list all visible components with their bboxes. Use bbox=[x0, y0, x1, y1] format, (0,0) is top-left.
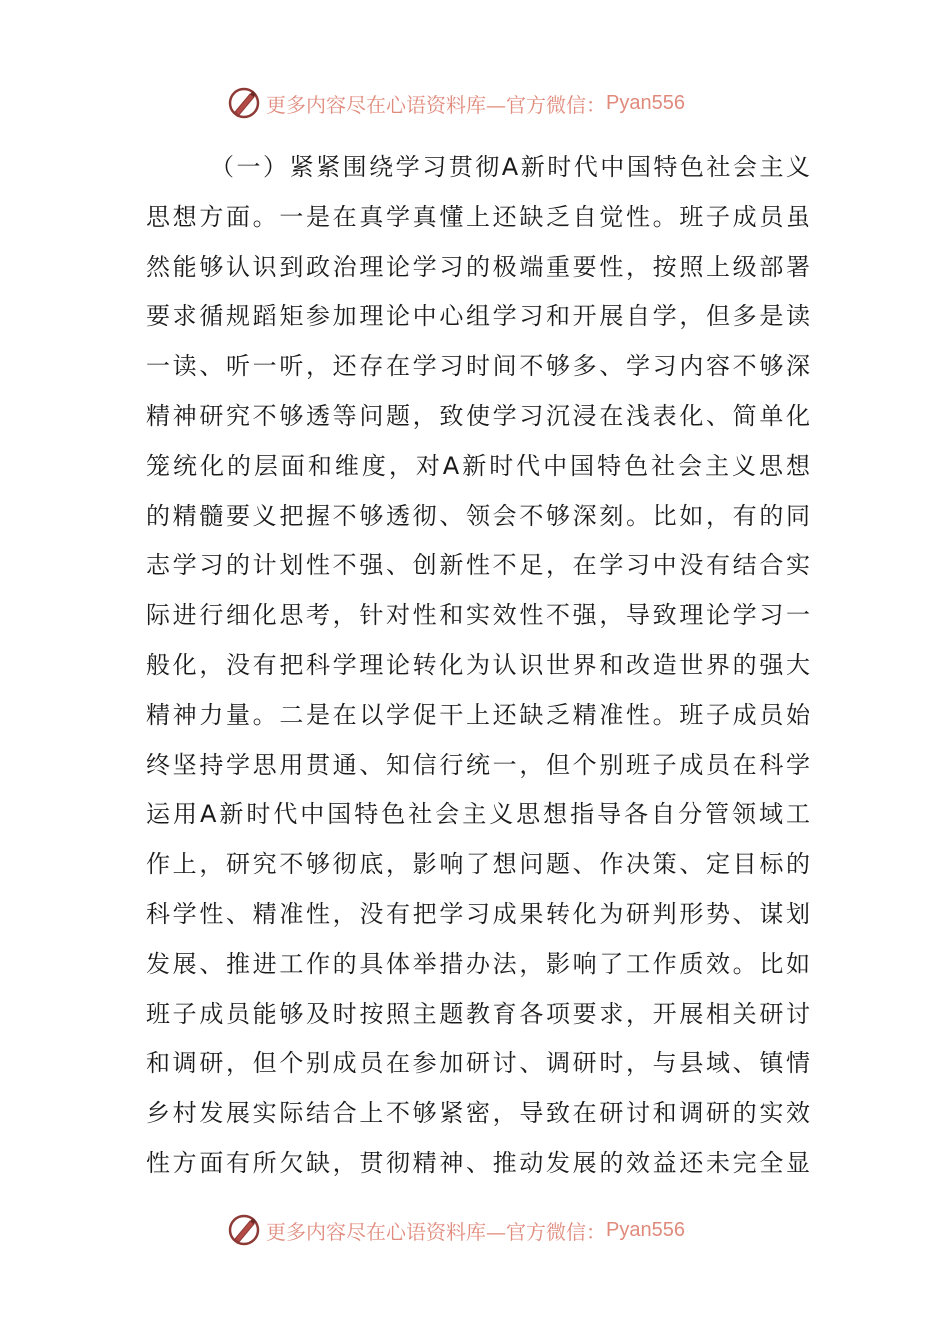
text-line: 一读、听一听，还存在学习时间不够多、学习内容不够深 bbox=[146, 352, 810, 381]
text-line: 般化，没有把科学理论转化为认识世界和改造世界的强大 bbox=[146, 650, 810, 679]
text-line: 运用A新时代中国特色社会主义思想指导各自分管领域工 bbox=[146, 800, 810, 829]
text-line: 精神研究不够透等问题，致使学习沉浸在浅表化、简单化 bbox=[146, 401, 810, 430]
text-line: 精神力量。二是在以学促干上还缺乏精准性。班子成员始 bbox=[146, 700, 810, 729]
text-line: 班子成员能够及时按照主题教育各项要求，开展相关研讨 bbox=[146, 999, 810, 1028]
text-line: 科学性、精准性，没有把学习成果转化为研判形势、谋划 bbox=[146, 899, 810, 928]
text-line: 际进行细化思考，针对性和实效性不强，导致理论学习一 bbox=[146, 601, 810, 630]
watermark-text: 更多内容尽在心语资料库—官方微信： bbox=[266, 92, 606, 117]
watermark-wechat-id: Pyan556 bbox=[606, 1218, 685, 1241]
text-line: 终坚持学思用贯通、知信行统一，但个别班子成员在科学 bbox=[146, 750, 810, 779]
text-line: 的精髓要义把握不够透彻、领会不够深刻。比如，有的同 bbox=[146, 501, 810, 530]
watermark-text: 更多内容尽在心语资料库—官方微信： bbox=[266, 1219, 606, 1244]
text-line: 志学习的计划性不强、创新性不足，在学习中没有结合实 bbox=[146, 551, 810, 580]
text-line: 然能够认识到政治理论学习的极端重要性，按照上级部署 bbox=[146, 252, 810, 281]
text-line: 思想方面。一是在真学真懂上还缺乏自觉性。班子成员虽 bbox=[146, 202, 810, 231]
text-line: 性方面有所欠缺，贯彻精神、推动发展的效益还未完全显 bbox=[146, 1148, 810, 1177]
document-body bbox=[146, 143, 810, 1189]
pen-logo-icon bbox=[226, 1212, 262, 1248]
header-watermark bbox=[226, 83, 685, 123]
pen-logo-icon bbox=[226, 85, 262, 121]
footer-watermark bbox=[226, 1210, 685, 1250]
text-line: 乡村发展实际结合上不够紧密，导致在研讨和调研的实效 bbox=[146, 1099, 810, 1128]
text-line: 和调研，但个别成员在参加研讨、调研时，与县域、镇情 bbox=[146, 1049, 810, 1078]
text-line: 发展、推进工作的具体举措办法，影响了工作质效。比如 bbox=[146, 949, 810, 978]
text-line: （一）紧紧围绕学习贯彻A新时代中国特色社会主义 bbox=[210, 153, 810, 181]
watermark-wechat-id: Pyan556 bbox=[606, 91, 685, 114]
text-line: 笼统化的层面和维度，对A新时代中国特色社会主义思想 bbox=[146, 451, 810, 480]
text-line: 要求循规蹈矩参加理论中心组学习和开展自学，但多是读 bbox=[146, 302, 810, 331]
text-line: 作上，研究不够彻底，影响了想问题、作决策、定目标的 bbox=[146, 850, 810, 879]
